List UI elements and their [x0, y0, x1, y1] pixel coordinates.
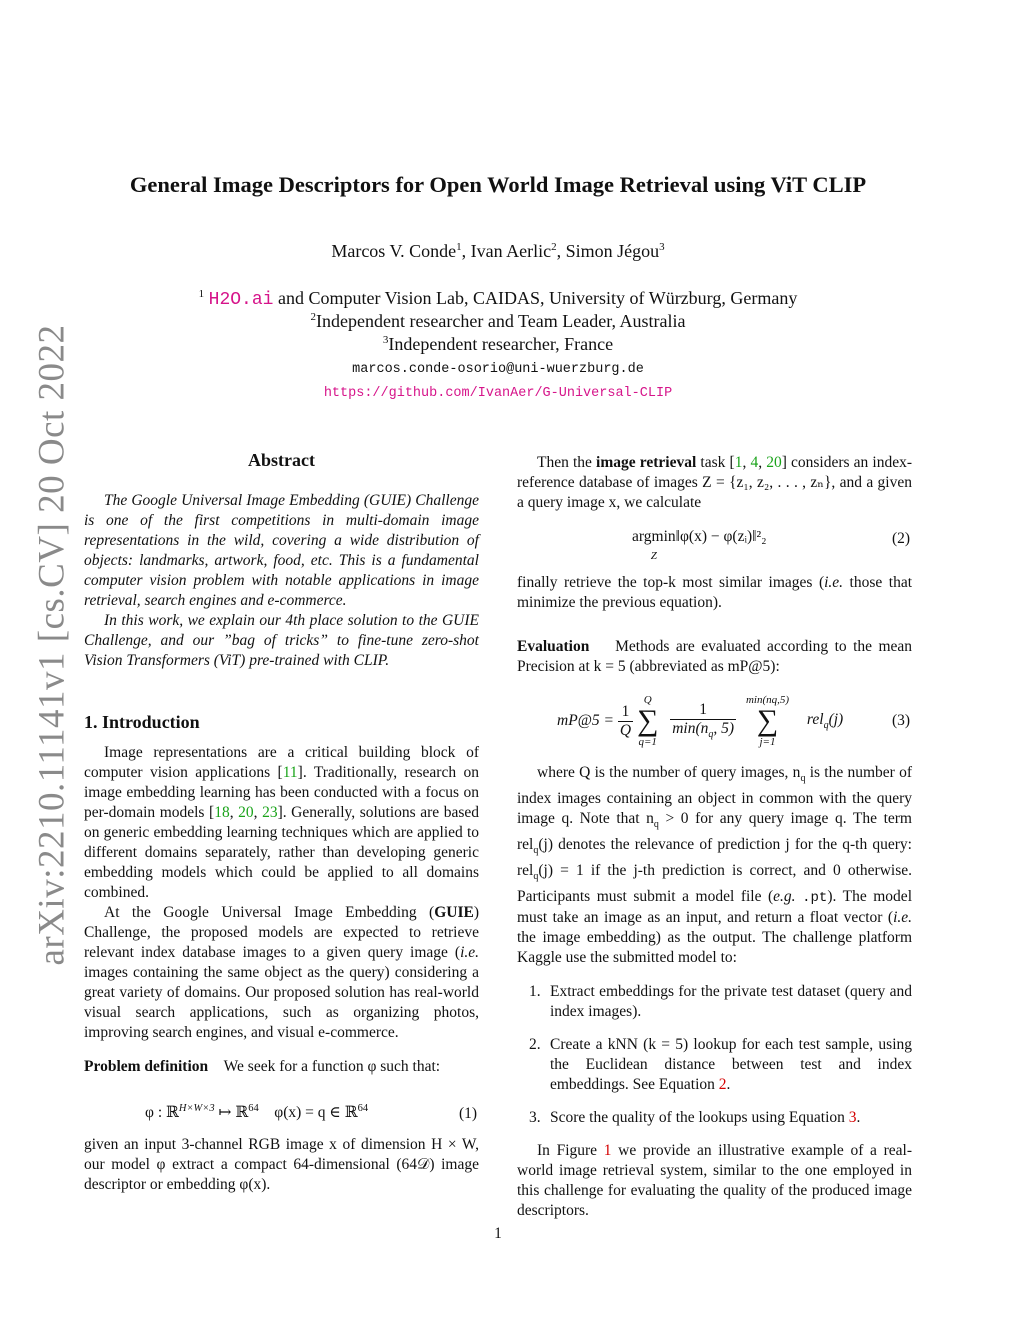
citation-20[interactable]: 20	[238, 804, 254, 821]
introduction-heading: 1. Introduction	[84, 712, 200, 732]
list-item: 3. Score the quality of the lookups using Equation 3.	[529, 1109, 861, 1127]
github-link[interactable]: https://github.com/IvanAer/G-Universal-CLIP	[323, 386, 673, 401]
paper-title: General Image Descriptors for Open World Image Retrieval using ViT CLIP	[129, 172, 867, 197]
metric-paragraph: where Q is the number of query images, $n_q$ is the number of index images containing an object in common with the query image q. Note that $n_q > 0$ for any query image q. The term rel$_q$(j) denotes the relevance of prediction j for the q-th query: rel$_q$(j) = 1 if the j-th prediction is correct, and 0 otherwise. Participants must submit a model file (e.g. .pt). The model must take an image as an input, and return a float vector (i.e. the image embedding) as the output. The challenge platform Kaggle use the submitted model to:	[517, 764, 912, 967]
equation-3: mP@5 = $\frac{1}{Q}$ Q ∑ q=1 $\frac{1}{\min(n_q, 5)}$ min(nq,5) ∑ j=1 rel$_q$(j)	[557, 694, 844, 748]
eq3-fraction-2: $\frac{1}{\min(n_q, 5)}$	[672, 701, 735, 741]
page-number: 1	[494, 1225, 502, 1242]
equation-3-link[interactable]: 3	[848, 1109, 857, 1127]
citation-11[interactable]: 11	[282, 764, 298, 781]
arxiv-side-label: arXiv:2210.11141v1 [cs.CV] 20 Oct 2022	[31, 324, 73, 966]
citation-4[interactable]: 4	[750, 454, 759, 471]
affiliation-1: $^1$ H2O.ai and Computer Vision Lab, CAIDAS, University of Würzburg, Germany	[198, 288, 798, 310]
equation-3-number: (3)	[892, 712, 911, 729]
right-column-mid	[517, 573, 912, 677]
affiliation-3: $^3$Independent researcher, France	[382, 334, 614, 354]
affiliation-2: $^2$Independent researcher and Team Leader, Australia	[310, 311, 686, 331]
author-1: Marcos V. Conde	[331, 241, 457, 261]
citation-20-b[interactable]: 20	[766, 454, 782, 471]
list-item: 1. Extract embeddings for the private test dataset (query and index images).	[529, 983, 912, 1021]
left-column	[84, 450, 479, 1077]
evaluation-paragraph: Evaluation Methods are evaluated according to the mean Precision at k = 5 (abbreviated as mP@5):	[517, 638, 913, 675]
list-item: 2. Create a kNN (k = 5) lookup for each test sample, using the Euclidean distance between test and index embeddings. See Equation 2.	[529, 1036, 912, 1094]
h2o-link[interactable]: H2O.ai	[208, 290, 274, 310]
abstract-paragraph-2: In this work, we explain our 4th place solution to the GUIE Challenge, and our ”bag of tricks” to fine-tune zero-shot Vision Transformers (ViT) pre-trained with CLIP.	[84, 612, 479, 669]
intro-paragraph-3: given an input 3-channel RGB image x of dimension H × W, our model φ extract a compact 64-dimensional (64𝒟) image descriptor or embedding φ(x).	[84, 1136, 479, 1193]
abstract-heading: Abstract	[248, 450, 315, 470]
topk-paragraph: finally retrieve the top-k most similar images (i.e. those that minimize the previous equation).	[517, 574, 912, 611]
citation-23[interactable]: 23	[262, 804, 278, 821]
abstract-paragraph-1: The Google Universal Image Embedding (GUIE) Challenge is one of the first competitions in multi-domain image representations in the wild, covering a wide distribution of objects: landmarks, artwork, food, etc. This is a fundamental computer vision problem with notable applications in image retrieval, search engines and e-commerce.	[84, 492, 479, 609]
author-3: Simon Jégou	[565, 241, 660, 261]
equation-1-number: (1)	[459, 1105, 478, 1122]
figure-1-link[interactable]: 1	[603, 1142, 612, 1160]
author-2: Ivan Aerlic	[470, 241, 552, 261]
equation-1: φ : ℝ$^{H\times W\times 3}$ ↦ ℝ$^{64}$ φ(x) = q ∈ ℝ$^{64}$	[145, 1103, 369, 1122]
equation-2-number: (2)	[892, 530, 911, 547]
figure-paragraph: In Figure 1 we provide an illustrative example of a real-world image retrieval system, similar to the one employed in this challenge for evaluating the quality of the produced image descriptors.	[517, 1142, 912, 1220]
right-column-bottom	[517, 763, 912, 1221]
problem-definition: Problem definition We seek for a function φ such that:	[84, 1058, 441, 1075]
intro-paragraph-2: At the Google Universal Image Embedding (GUIE) Challenge, the proposed models are expected to retrieve relevant index database images to a given query image (i.e. images containing the same object as the query) considering a great variety of domains. Our proposed solution has real-world visual search applications, such as organizing photos, improving search engines, and visual e-commerce.	[84, 904, 479, 1041]
eq3-fraction-1: $\frac{1}{Q}$	[619, 702, 632, 739]
eq3-sum-2: min(nq,5) ∑ j=1	[745, 694, 790, 748]
intro-paragraph-1: Image representations are a critical building block of computer vision applications [11]. Traditionally, research on image embedding learning has been conducted with a focus on per-domain models [18, 20, 23]. Generally, solutions are based on generic embedding learning techniques which are applied to different domains separately, rather than developing generic embedding models which could be applied to all domains combined.	[84, 744, 479, 901]
intro-paragraph-3-block	[84, 1135, 479, 1195]
citation-18[interactable]: 18	[214, 804, 230, 821]
retrieval-paragraph: Then the image retrieval task [1, 4, 20] considers an index-reference database of images Z = {z₁, z₂, . . . , zₙ}, and a given a query image x, we calculate	[517, 454, 912, 511]
equation-2-link[interactable]: 2	[718, 1076, 727, 1094]
equation-2: argmin Z‖φ(x) − φ(zᵢ)‖²₂	[632, 528, 767, 562]
kaggle-steps-list	[517, 982, 912, 1128]
author-email[interactable]: marcos.conde-osorio@uni-wuerzburg.de	[352, 362, 644, 377]
author-list: Marcos V. Conde$^1$, Ivan Aerlic$^2$, Simon Jégou$^3$	[331, 241, 665, 261]
citation-1[interactable]: 1	[734, 454, 743, 471]
right-column-top	[517, 453, 912, 513]
eq3-sum-1: Q ∑ q=1	[636, 694, 659, 748]
